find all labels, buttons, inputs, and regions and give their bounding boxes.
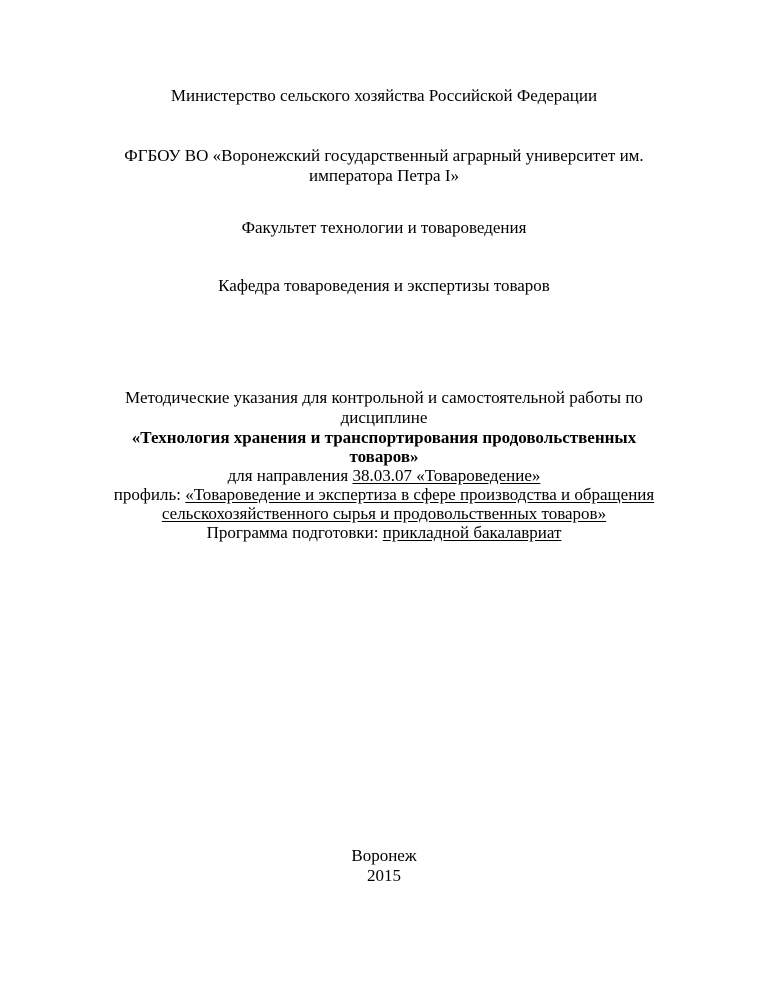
profile-value-line-2: сельскохозяйственного сырья и продовольственных товаров» [161, 504, 607, 523]
program-label: Программа подготовки: [206, 523, 383, 542]
city: Воронеж [351, 846, 417, 865]
program-value: прикладной бакалавриат [382, 523, 562, 542]
department-name: Кафедра товароведения и экспертизы товаров [218, 276, 550, 295]
description-line-2: дисциплине [340, 408, 428, 427]
discipline-title-line-2: товаров» [349, 447, 419, 466]
university-name-line-1: ФГБОУ ВО «Воронежский государственный аграрный университет им. [124, 146, 644, 165]
profile-line-2 [0, 504, 768, 524]
direction-label: для направления [227, 466, 353, 485]
profile-value-line-1: «Товароведение и экспертиза в сфере производства и обращения [185, 485, 655, 504]
direction-line [0, 466, 768, 486]
faculty-name: Факультет технологии и товароведения [241, 218, 527, 237]
discipline-title-line-1: «Технология хранения и транспортирования продовольственных [131, 428, 637, 447]
year: 2015 [367, 866, 401, 885]
profile-label: профиль: [113, 485, 186, 504]
profile-line-1 [0, 485, 768, 505]
description-line-1: Методические указания для контрольной и самостоятельной работы по [125, 388, 643, 407]
university-name-line-2: императора Петра I» [308, 166, 460, 185]
ministry-name: Министерство сельского хозяйства Российской Федерации [170, 86, 598, 105]
program-line [0, 523, 768, 543]
direction-value: 38.03.07 «Товароведение» [352, 466, 541, 485]
